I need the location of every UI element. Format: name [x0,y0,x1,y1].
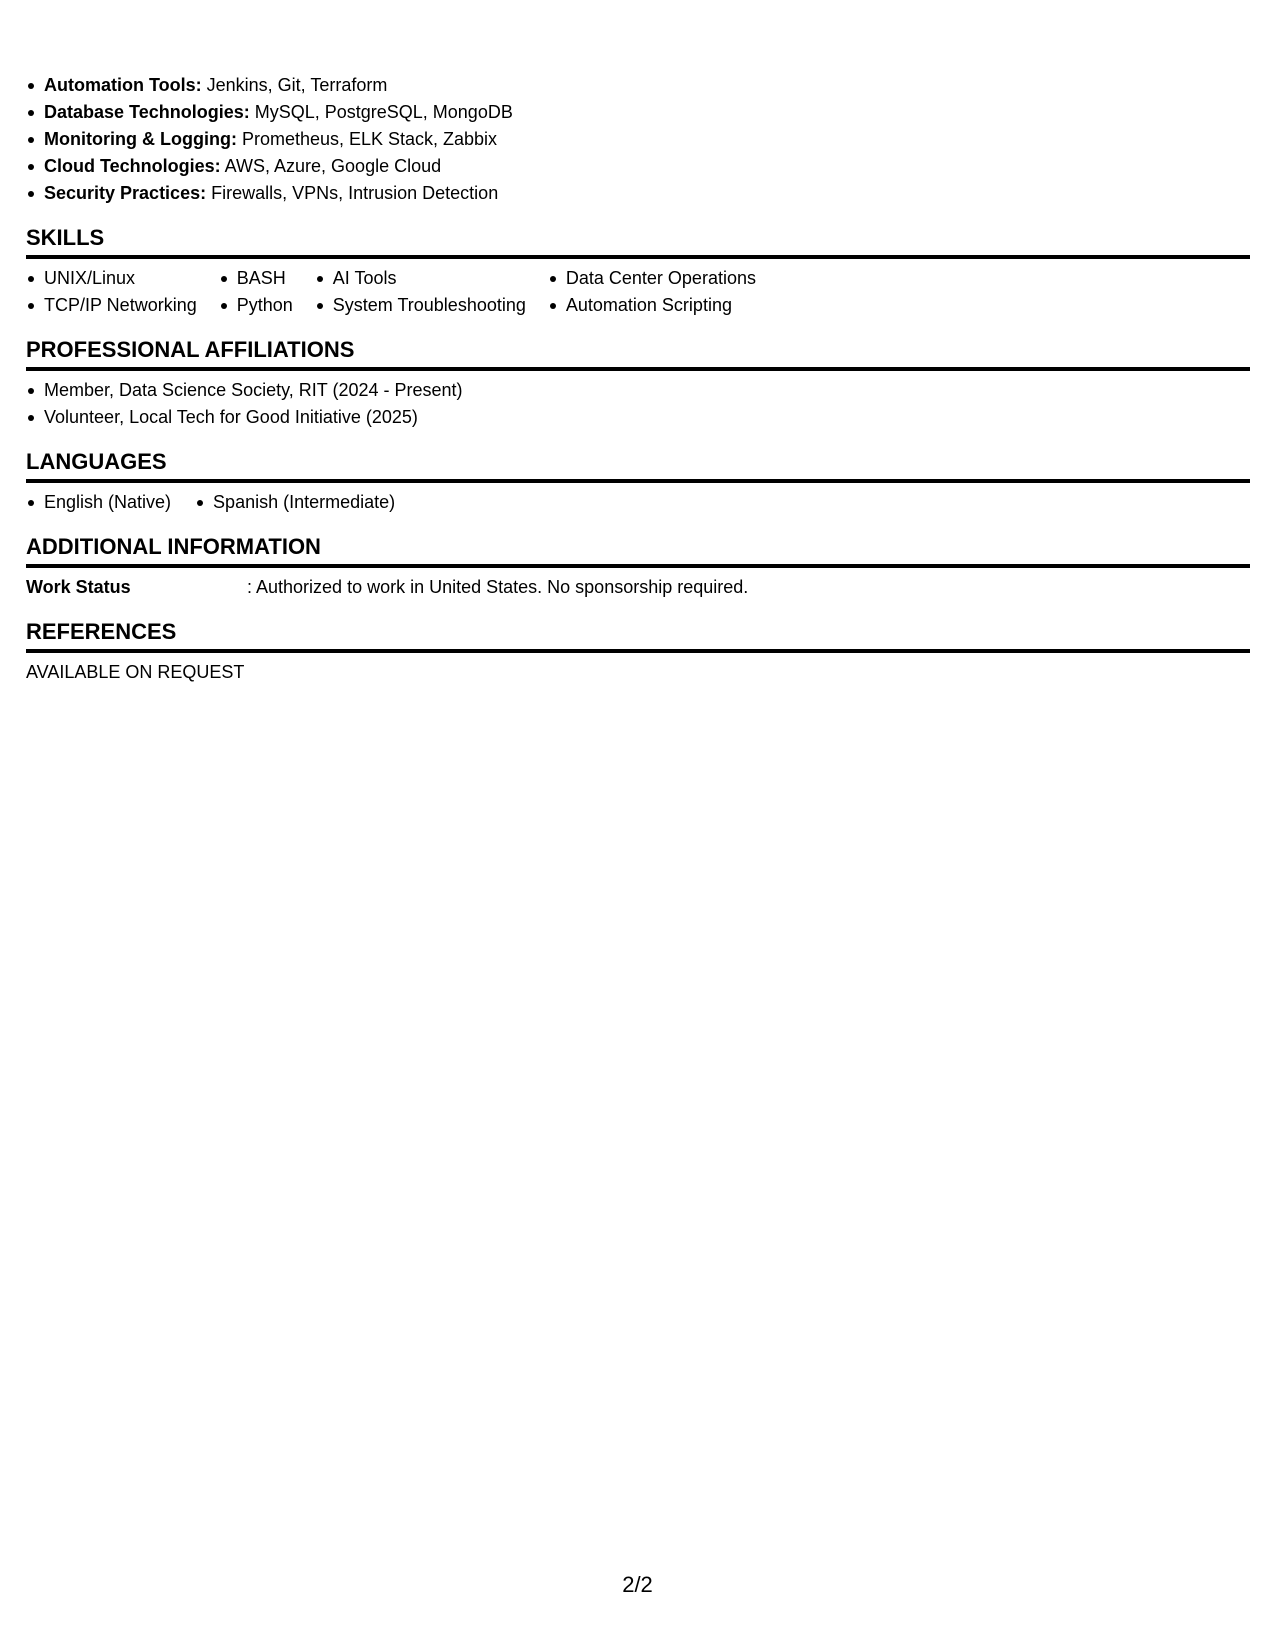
work-status-label: Work Status [26,577,131,597]
references-text: AVAILABLE ON REQUEST [26,662,245,682]
list-item: Cloud Technologies: AWS, Azure, Google Cloud [26,153,1250,180]
page-number: 2/2 [622,1572,653,1597]
resume-page [26,72,1250,686]
list-item: Monitoring & Logging: Prometheus, ELK Stack, Zabbix [26,126,1250,153]
references-heading: REFERENCES [26,619,1250,653]
list-item: System Troubleshooting [315,292,526,319]
technical-skills-list [26,72,1250,207]
work-status-row [26,574,1250,601]
skills-column [315,265,526,319]
languages-heading: LANGUAGES [26,449,1250,483]
skills-column [219,265,293,319]
affiliations-list [26,377,1250,431]
list-item: Security Practices: Firewalls, VPNs, Intrusion Detection [26,180,1250,207]
list-item: English (Native) [26,489,171,516]
list-item: Python [219,292,293,319]
list-item: Automation Tools: Jenkins, Git, Terraform [26,72,1250,99]
list-item: BASH [219,265,293,292]
skills-column [26,265,197,319]
list-item: UNIX/Linux [26,265,197,292]
skills-columns [26,265,1250,319]
skills-column [548,265,756,319]
affiliations-heading: PROFESSIONAL AFFILIATIONS [26,337,1250,371]
list-item: Database Technologies: MySQL, PostgreSQL, MongoDB [26,99,1250,126]
list-item: AI Tools [315,265,526,292]
list-item: Data Center Operations [548,265,756,292]
skills-heading: SKILLS [26,225,1250,259]
list-item: Volunteer, Local Tech for Good Initiative (2025) [26,404,1250,431]
additional-info-heading: ADDITIONAL INFORMATION [26,534,1250,568]
list-item: TCP/IP Networking [26,292,197,319]
list-item: Member, Data Science Society, RIT (2024 - Present) [26,377,1250,404]
work-status-value: : Authorized to work in United States. No sponsorship required. [247,577,749,597]
list-item: Automation Scripting [548,292,756,319]
languages-list [26,489,1250,516]
list-item: Spanish (Intermediate) [195,489,395,516]
